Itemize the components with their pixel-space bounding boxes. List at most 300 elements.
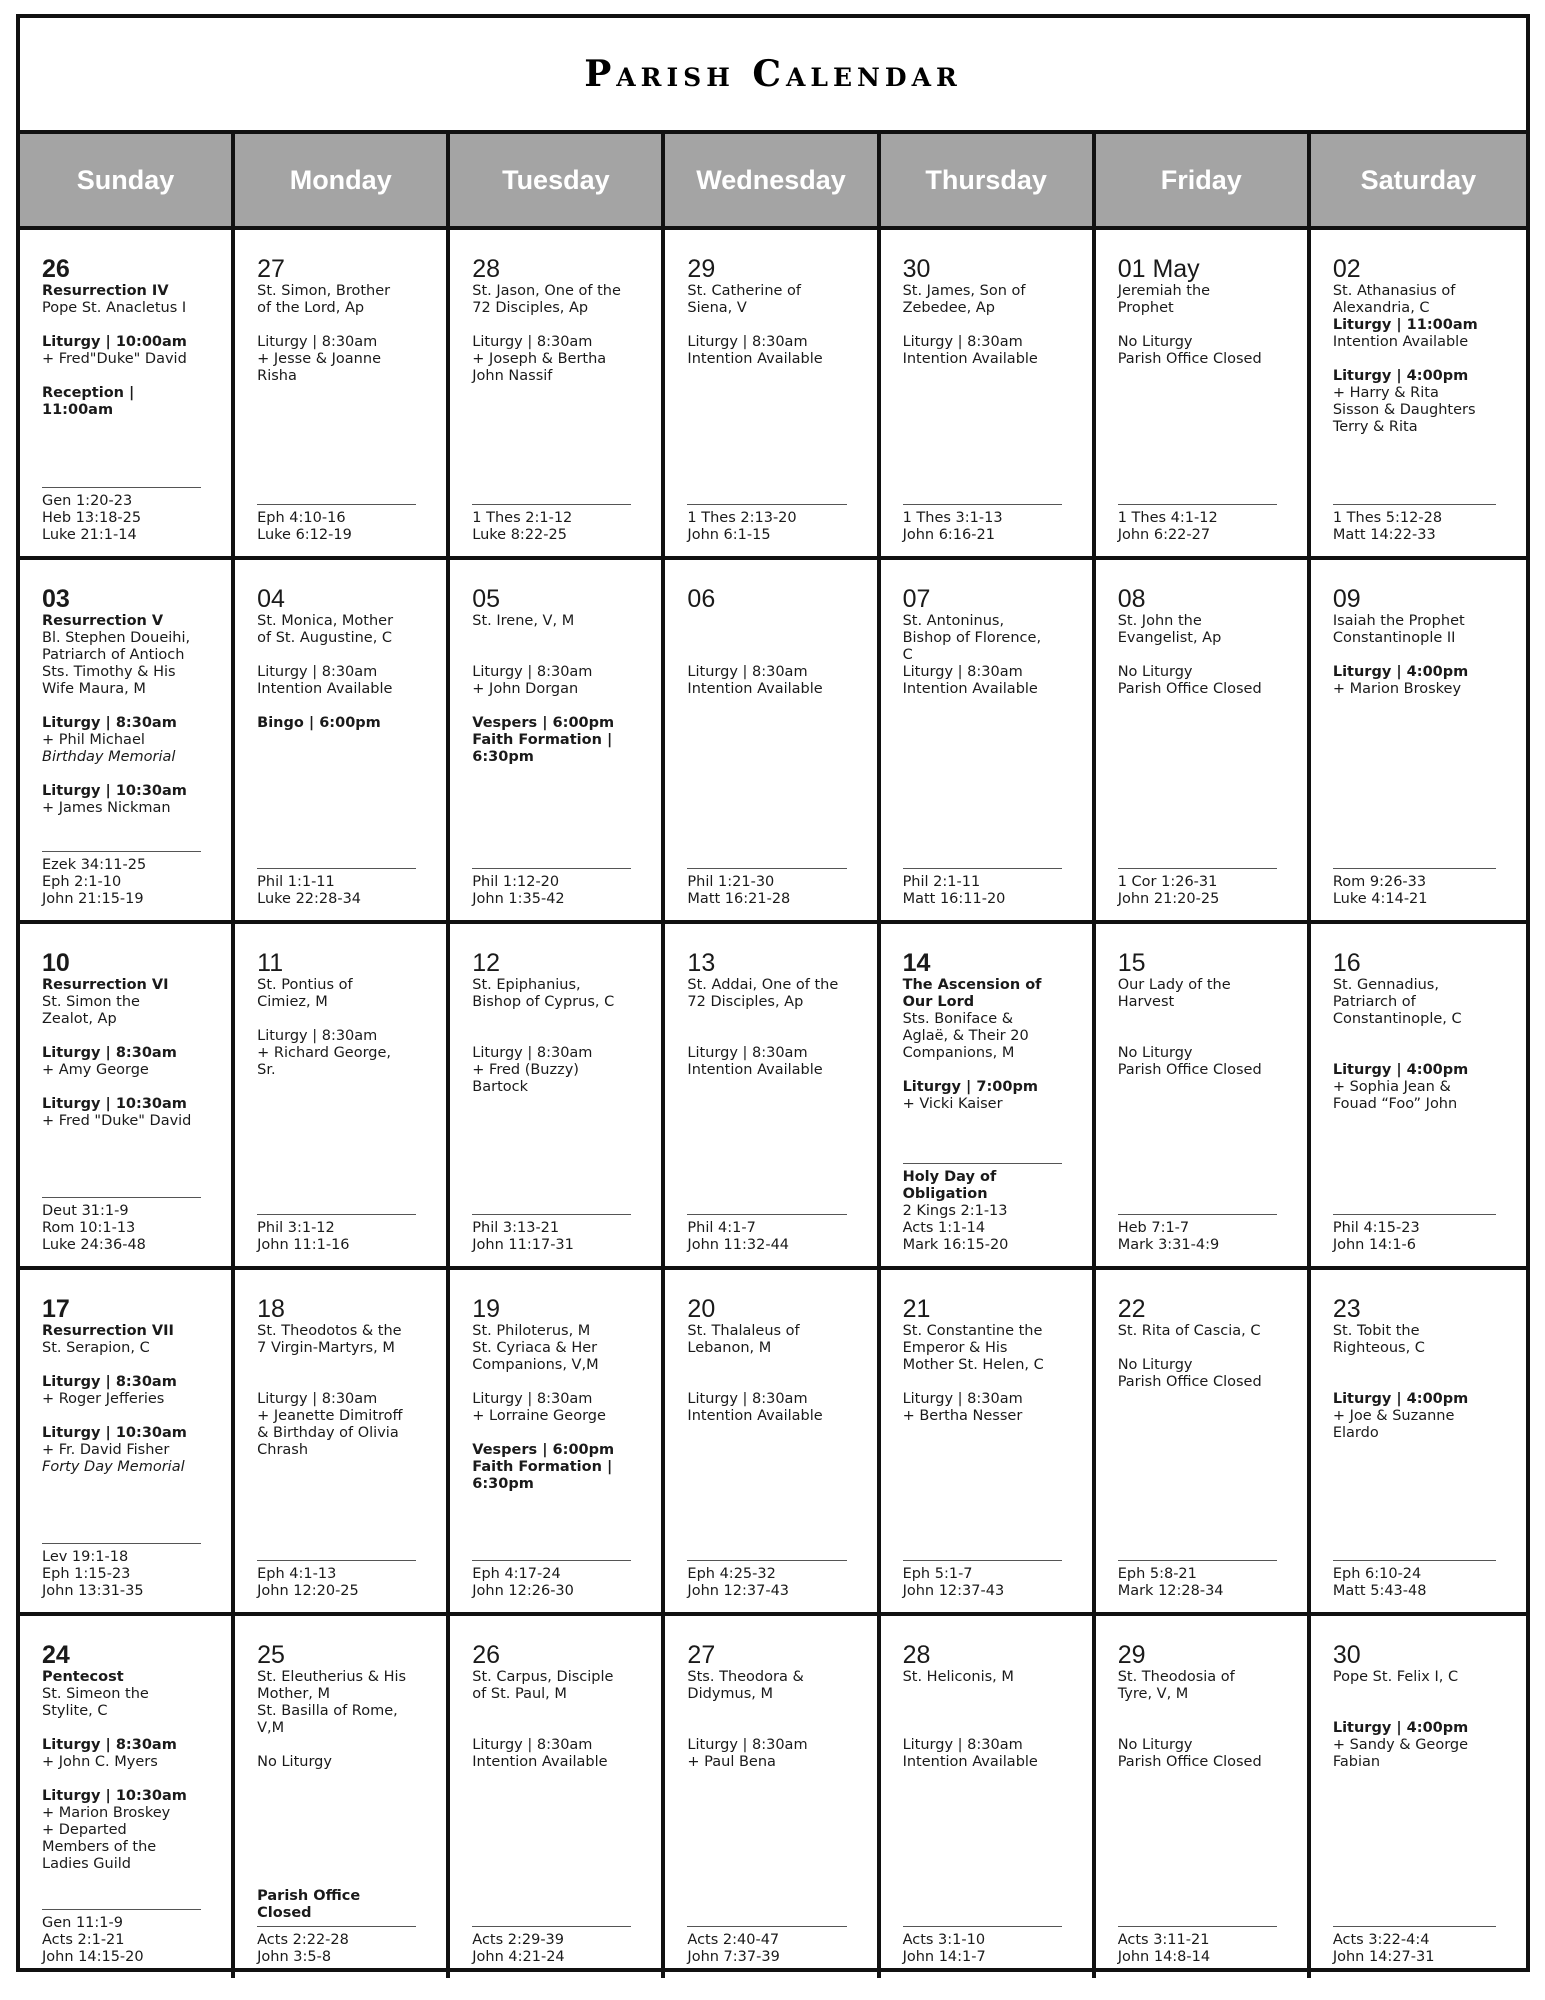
event-text: V,M	[257, 1720, 285, 1736]
reading-reference: 1 Thes 4:1-12	[1117, 510, 1218, 526]
event-heading: Resurrection VI	[42, 977, 169, 993]
reading-reference: 2 Kings 2:1-13	[902, 1203, 1008, 1219]
event-text: Constantinople II	[1332, 630, 1456, 646]
spacer	[1333, 1686, 1516, 1703]
event-text: Liturgy | 8:30am	[687, 664, 808, 680]
spacer	[472, 647, 651, 664]
reading-reference: Matt 5:43-48	[1332, 1583, 1427, 1599]
event-heading: Liturgy | 4:00pm	[1332, 1391, 1469, 1407]
reading-reference: Luke 21:1-14	[42, 527, 137, 543]
reading-reference: John 13:31-35	[42, 1583, 144, 1599]
event-text: St. Monica, Mother	[257, 613, 394, 629]
spacer	[257, 1357, 436, 1374]
reading-reference: Eph 1:15-23	[42, 1566, 131, 1582]
event-heading: Pentecost	[42, 1669, 124, 1685]
event-text: + John C. Myers	[42, 1754, 158, 1770]
day-cell	[1311, 1270, 1526, 1612]
scripture-readings	[472, 1560, 631, 1600]
reading-reference: Phil 1:1-11	[257, 874, 335, 890]
event-text: St. John the	[1117, 613, 1202, 629]
scripture-readings	[42, 1909, 201, 1966]
scripture-readings	[1333, 504, 1496, 544]
reading-reference: 1 Thes 2:1-12	[472, 510, 573, 526]
spacer	[687, 647, 866, 664]
day-cell	[665, 560, 880, 920]
day-cell	[235, 560, 450, 920]
reading-reference: John 21:20-25	[1117, 891, 1220, 907]
event-text: Stylite, C	[42, 1703, 108, 1719]
spacer	[42, 698, 221, 715]
event-text: St. Basilla of Rome,	[257, 1703, 398, 1719]
spacer	[1333, 1374, 1516, 1391]
event-text: Bishop of Florence,	[902, 630, 1042, 646]
event-text: St. Cyriaca & Her	[472, 1340, 598, 1356]
scripture-readings	[1118, 1214, 1277, 1254]
day-cell	[235, 230, 450, 556]
spacer	[687, 1357, 866, 1374]
event-text: Liturgy | 8:30am	[472, 1391, 593, 1407]
spacer	[1118, 1028, 1297, 1045]
scripture-readings	[42, 1197, 201, 1254]
event-text: + Bertha Nesser	[902, 1408, 1023, 1424]
day-number: 28	[472, 255, 501, 283]
day-cell	[20, 230, 235, 556]
weekday-sunday: Sunday	[20, 134, 235, 226]
day-cell	[1311, 560, 1526, 920]
event-text: + Jesse & Joanne	[257, 351, 381, 367]
spacer	[1118, 1703, 1297, 1720]
spacer	[1118, 647, 1297, 664]
event-text: + Fred (Buzzy)	[472, 1062, 579, 1078]
reading-reference: Matt 16:11-20	[902, 891, 1006, 907]
scripture-readings	[903, 1163, 1062, 1254]
event-text: St. Addai, One of the	[687, 977, 839, 993]
event-heading: 11:00am	[42, 402, 114, 418]
reading-reference: Ezek 34:11-25	[42, 857, 147, 873]
day-cell	[665, 230, 880, 556]
day-cell	[1096, 560, 1311, 920]
event-text: Cimiez, M	[257, 994, 328, 1010]
reading-reference: Mark 12:28-34	[1117, 1583, 1224, 1599]
event-text: & Birthday of Olivia	[257, 1425, 399, 1441]
spacer	[687, 1374, 866, 1391]
event-text: Companions, V,M	[472, 1357, 599, 1373]
scripture-readings	[687, 1926, 846, 1966]
day-number: 08	[1117, 585, 1146, 613]
reading-note: Holy Day of	[902, 1169, 997, 1185]
reading-reference: John 14:1-6	[1332, 1237, 1416, 1253]
spacer	[687, 1703, 866, 1720]
reading-reference: Deut 31:1-9	[42, 1203, 129, 1219]
event-text: St. Catherine of	[687, 283, 802, 299]
scripture-readings	[687, 1560, 846, 1600]
spacer	[42, 1408, 221, 1425]
day-number: 21	[902, 1295, 931, 1323]
spacer	[1118, 1720, 1297, 1737]
event-text: Liturgy | 8:30am	[687, 334, 808, 350]
event-text: Parish Office Closed	[1117, 1062, 1262, 1078]
reading-reference: Luke 24:36-48	[42, 1237, 146, 1253]
event-text: Liturgy | 8:30am	[902, 1737, 1023, 1753]
reading-reference: John 3:5-8	[257, 1949, 332, 1965]
spacer	[42, 1079, 221, 1096]
event-heading: Liturgy | 10:30am	[42, 1096, 187, 1112]
day-cell	[881, 924, 1096, 1266]
event-heading: The Ascension of	[902, 977, 1042, 993]
scripture-readings	[42, 1543, 201, 1600]
event-text: Intention Available	[902, 351, 1038, 367]
scripture-readings	[257, 504, 416, 544]
day-number: 20	[687, 1295, 716, 1323]
scripture-readings	[1333, 1560, 1496, 1600]
event-text: St. Pontius of	[257, 977, 353, 993]
reading-reference: Heb 13:18-25	[42, 510, 142, 526]
event-text: No Liturgy	[1117, 664, 1193, 680]
day-number: 26	[42, 255, 70, 283]
reading-reference: John 1:35-42	[472, 891, 565, 907]
event-heading: Vespers | 6:00pm	[472, 715, 615, 731]
event-text: St. Theodosia of	[1117, 1669, 1235, 1685]
event-text: Bartock	[472, 1079, 529, 1095]
event-text: St. Rita of Cascia, C	[1117, 1323, 1261, 1339]
event-text: + Departed	[42, 1822, 127, 1838]
calendar-frame	[16, 14, 1530, 1972]
event-text: St. Jason, One of the	[472, 283, 621, 299]
event-text: St. Tobit the	[1332, 1323, 1420, 1339]
reading-reference: Mark 3:31-4:9	[1117, 1237, 1220, 1253]
event-text: Intention Available	[687, 681, 823, 697]
reading-reference: Phil 1:12-20	[472, 874, 560, 890]
event-heading: Liturgy | 4:00pm	[1332, 664, 1469, 680]
event-text: Ladies Guild	[42, 1856, 131, 1872]
event-text: Intention Available	[902, 681, 1038, 697]
reading-reference: 1 Thes 3:1-13	[902, 510, 1003, 526]
day-number: 26	[472, 1641, 501, 1669]
scripture-readings	[1333, 1214, 1496, 1254]
event-text: Liturgy | 8:30am	[902, 1391, 1023, 1407]
day-number: 05	[472, 585, 501, 613]
event-heading: Resurrection IV	[42, 283, 169, 299]
event-text: + Vicki Kaiser	[902, 1096, 1003, 1112]
event-text: Intention Available	[687, 351, 823, 367]
event-text: Liturgy | 8:30am	[902, 664, 1023, 680]
scripture-readings	[257, 1560, 416, 1600]
spacer	[42, 1357, 221, 1374]
weekday-tuesday: Tuesday	[450, 134, 665, 226]
event-heading: Liturgy | 8:30am	[42, 715, 177, 731]
event-text: Liturgy | 8:30am	[687, 1737, 808, 1753]
event-heading: Resurrection V	[42, 613, 164, 629]
event-text: St. Irene, V, M	[472, 613, 575, 629]
event-heading: Bingo | 6:00pm	[257, 715, 381, 731]
event-text: John Nassif	[472, 368, 553, 384]
event-heading: Liturgy | 11:00am	[1332, 317, 1478, 333]
reading-reference: John 14:1-7	[902, 1949, 986, 1965]
day-number: 24	[42, 1641, 70, 1669]
spacer	[687, 1028, 866, 1045]
event-heading: Liturgy | 8:30am	[42, 1045, 177, 1061]
event-heading: Liturgy | 10:00am	[42, 334, 187, 350]
reading-reference: Eph 4:17-24	[472, 1566, 561, 1582]
day-number: 16	[1332, 949, 1361, 977]
spacer	[257, 647, 436, 664]
spacer	[1118, 1011, 1297, 1028]
reading-reference: Phil 4:15-23	[1332, 1220, 1420, 1236]
event-heading: 6:30pm	[472, 1476, 534, 1492]
day-cell	[450, 560, 665, 920]
event-text: Intention Available	[902, 1754, 1038, 1770]
day-number: 23	[1332, 1295, 1361, 1323]
event-text: C	[902, 647, 913, 663]
event-text: Patriarch of Antioch	[42, 647, 185, 663]
reading-reference: Luke 22:28-34	[257, 891, 362, 907]
scripture-readings	[687, 868, 846, 908]
reading-reference: Eph 2:1-10	[42, 874, 122, 890]
event-text: + Marion Broskey	[42, 1805, 171, 1821]
event-text: Parish Office Closed	[1117, 351, 1262, 367]
event-text: Tyre, V, M	[1117, 1686, 1189, 1702]
memorial-note: Birthday Memorial	[42, 749, 176, 765]
event-text: + Lorraine George	[472, 1408, 606, 1424]
spacer	[42, 1771, 221, 1788]
day-cell	[1311, 230, 1526, 556]
event-text: Liturgy | 8:30am	[257, 334, 378, 350]
event-text: Righteous, C	[1332, 1340, 1425, 1356]
event-text: of St. Paul, M	[472, 1686, 567, 1702]
spacer	[257, 1374, 436, 1391]
scripture-readings	[1333, 868, 1496, 908]
scripture-readings	[903, 504, 1062, 544]
spacer	[42, 368, 221, 385]
spacer	[472, 1011, 651, 1028]
spacer	[1333, 1703, 1516, 1720]
event-text: Terry & Rita	[1332, 419, 1418, 435]
reading-reference: Acts 3:22-4:4	[1332, 1932, 1430, 1948]
day-cell	[20, 924, 235, 1266]
calendar-title: Parish Calendar	[584, 53, 962, 95]
scripture-readings	[42, 487, 201, 544]
event-text: Parish Office Closed	[1117, 1754, 1262, 1770]
event-text: + Harry & Rita	[1332, 385, 1439, 401]
reading-reference: Eph 6:10-24	[1332, 1566, 1422, 1582]
scripture-readings	[472, 1214, 631, 1254]
event-text: Mother St. Helen, C	[902, 1357, 1044, 1373]
event-text: Harvest	[1117, 994, 1175, 1010]
spacer	[472, 1720, 651, 1737]
scripture-readings	[1333, 1926, 1496, 1966]
reading-reference: Phil 3:13-21	[472, 1220, 560, 1236]
event-text: Zebedee, Ap	[902, 300, 995, 316]
event-text: 7 Virgin-Martyrs, M	[257, 1340, 395, 1356]
day-number: 11	[257, 949, 284, 977]
scripture-readings	[42, 851, 201, 908]
event-text: Bl. Stephen Doueihi,	[42, 630, 191, 646]
event-heading: Faith Formation |	[472, 732, 613, 748]
spacer	[1118, 317, 1297, 334]
event-text: Parish Office Closed	[1117, 681, 1262, 697]
event-heading: Faith Formation |	[472, 1459, 613, 1475]
reading-reference: Acts 1:1-14	[902, 1220, 986, 1236]
scripture-readings	[472, 504, 631, 544]
event-text: Liturgy | 8:30am	[257, 1391, 378, 1407]
reading-reference: Acts 3:11-21	[1117, 1932, 1210, 1948]
spacer	[687, 613, 866, 630]
reading-reference: John 12:37-43	[687, 1583, 790, 1599]
event-text: Liturgy | 8:30am	[472, 1737, 593, 1753]
reading-reference: John 11:1-16	[257, 1237, 350, 1253]
event-text: + Richard George,	[257, 1045, 392, 1061]
reading-reference: Luke 6:12-19	[257, 527, 352, 543]
spacer	[42, 1720, 221, 1737]
event-text: Chrash	[257, 1442, 309, 1458]
scripture-readings	[257, 868, 416, 908]
reading-note: Parish Office	[257, 1888, 361, 1904]
scripture-readings	[472, 1926, 631, 1966]
reading-reference: Phil 4:1-7	[687, 1220, 756, 1236]
event-text: + Joe & Suzanne	[1332, 1408, 1455, 1424]
spacer	[1118, 1340, 1297, 1357]
reading-reference: Eph 4:25-32	[687, 1566, 776, 1582]
day-cell	[1096, 1270, 1311, 1612]
day-cell	[665, 1270, 880, 1612]
spacer	[472, 698, 651, 715]
reading-reference: Acts 2:29-39	[472, 1932, 565, 1948]
day-number: 14	[902, 949, 931, 977]
day-number: 30	[1332, 1641, 1361, 1669]
day-number: 30	[902, 255, 931, 283]
event-text: Intention Available	[687, 1062, 823, 1078]
event-text: + Sophia Jean &	[1332, 1079, 1451, 1095]
event-text: Prophet	[1117, 300, 1174, 316]
event-text: + James Nickman	[42, 800, 171, 816]
event-text: Liturgy | 8:30am	[257, 1028, 378, 1044]
reading-reference: Phil 2:1-11	[902, 874, 981, 890]
spacer	[687, 1720, 866, 1737]
day-number: 29	[687, 255, 716, 283]
reading-reference: John 12:20-25	[257, 1583, 359, 1599]
event-text: Constantinople, C	[1332, 1011, 1462, 1027]
reading-reference: 1 Cor 1:26-31	[1117, 874, 1218, 890]
day-number: 12	[472, 949, 501, 977]
event-heading: Our Lord	[902, 994, 975, 1010]
spacer	[42, 317, 221, 334]
event-text: Zealot, Ap	[42, 1011, 117, 1027]
event-heading: Resurrection VII	[42, 1323, 174, 1339]
event-text: St. Antoninus,	[902, 613, 1005, 629]
spacer	[257, 317, 436, 334]
day-number: 19	[472, 1295, 501, 1323]
event-text: Intention Available	[472, 1754, 608, 1770]
day-cell	[450, 1270, 665, 1612]
day-cell	[881, 560, 1096, 920]
weekday-header	[20, 134, 1526, 230]
spacer	[903, 317, 1082, 334]
spacer	[42, 1028, 221, 1045]
day-cell	[450, 230, 665, 556]
reading-reference: Heb 7:1-7	[1117, 1220, 1190, 1236]
spacer	[472, 630, 651, 647]
event-text: Isaiah the Prophet	[1332, 613, 1465, 629]
event-text: Jeremiah the	[1117, 283, 1211, 299]
event-text: St. James, Son of	[902, 283, 1026, 299]
reading-reference: John 21:15-19	[42, 891, 144, 907]
event-text: Companions, M	[902, 1045, 1015, 1061]
reading-reference: Gen 11:1-9	[42, 1915, 123, 1931]
week-row	[20, 924, 1526, 1270]
event-text: St. Theodotos & the	[257, 1323, 402, 1339]
event-text: Wife Maura, M	[42, 681, 146, 697]
scripture-readings	[1118, 1926, 1277, 1966]
day-cell	[665, 1616, 880, 1978]
spacer	[1333, 1028, 1516, 1045]
scripture-readings	[1118, 504, 1277, 544]
spacer	[42, 766, 221, 783]
event-text: St. Heliconis, M	[902, 1669, 1014, 1685]
reading-reference: Matt 16:21-28	[687, 891, 791, 907]
scripture-readings	[687, 504, 846, 544]
spacer	[1333, 351, 1516, 368]
day-number: 22	[1117, 1295, 1146, 1323]
event-text: of the Lord, Ap	[257, 300, 365, 316]
scripture-readings	[903, 1560, 1062, 1600]
event-text: Liturgy | 8:30am	[687, 1045, 808, 1061]
event-text: St. Constantine the	[902, 1323, 1043, 1339]
reading-reference: John 7:37-39	[687, 1949, 780, 1965]
event-text: + Fred "Duke" David	[42, 1113, 192, 1129]
scripture-readings	[257, 1214, 416, 1254]
reading-reference: Eph 4:10-16	[257, 510, 346, 526]
event-text: Siena, V	[687, 300, 747, 316]
day-cell	[881, 1616, 1096, 1978]
day-cell	[1096, 924, 1311, 1266]
event-text: Sisson & Daughters	[1332, 402, 1476, 418]
event-text: St. Philoterus, M	[472, 1323, 591, 1339]
calendar-grid	[20, 230, 1526, 1978]
reading-reference: John 6:16-21	[902, 527, 995, 543]
event-text: St. Carpus, Disciple	[472, 1669, 614, 1685]
event-text: Aglaë, & Their 20	[902, 1028, 1029, 1044]
spacer	[472, 1425, 651, 1442]
event-text: + Paul Bena	[687, 1754, 776, 1770]
event-text: + Sandy & George	[1332, 1737, 1469, 1753]
event-heading: Liturgy | 10:30am	[42, 783, 187, 799]
day-number: 01 May	[1117, 255, 1200, 283]
event-heading: 6:30pm	[472, 749, 534, 765]
reading-reference: John 12:37-43	[902, 1583, 1005, 1599]
event-text: Patriarch of	[1332, 994, 1416, 1010]
event-text: Alexandria, C	[1332, 300, 1430, 316]
day-number: 10	[42, 949, 70, 977]
reading-reference: John 6:1-15	[687, 527, 771, 543]
spacer	[903, 1686, 1082, 1703]
reading-reference: Luke 4:14-21	[1332, 891, 1428, 907]
reading-reference: John 14:8-14	[1117, 1949, 1211, 1965]
event-text: Members of the	[42, 1839, 157, 1855]
reading-reference: Acts 3:1-10	[902, 1932, 986, 1948]
event-text: Didymus, M	[687, 1686, 773, 1702]
day-number: 09	[1332, 585, 1361, 613]
day-number: 13	[687, 949, 716, 977]
event-text: Liturgy | 8:30am	[257, 664, 378, 680]
week-row	[20, 230, 1526, 560]
reading-reference: John 14:15-20	[42, 1949, 144, 1965]
event-text: + Roger Jefferies	[42, 1391, 165, 1407]
spacer	[1333, 1045, 1516, 1062]
spacer	[472, 1374, 651, 1391]
day-cell	[450, 924, 665, 1266]
weekday-saturday: Saturday	[1311, 134, 1526, 226]
reading-note: Obligation	[902, 1186, 988, 1202]
